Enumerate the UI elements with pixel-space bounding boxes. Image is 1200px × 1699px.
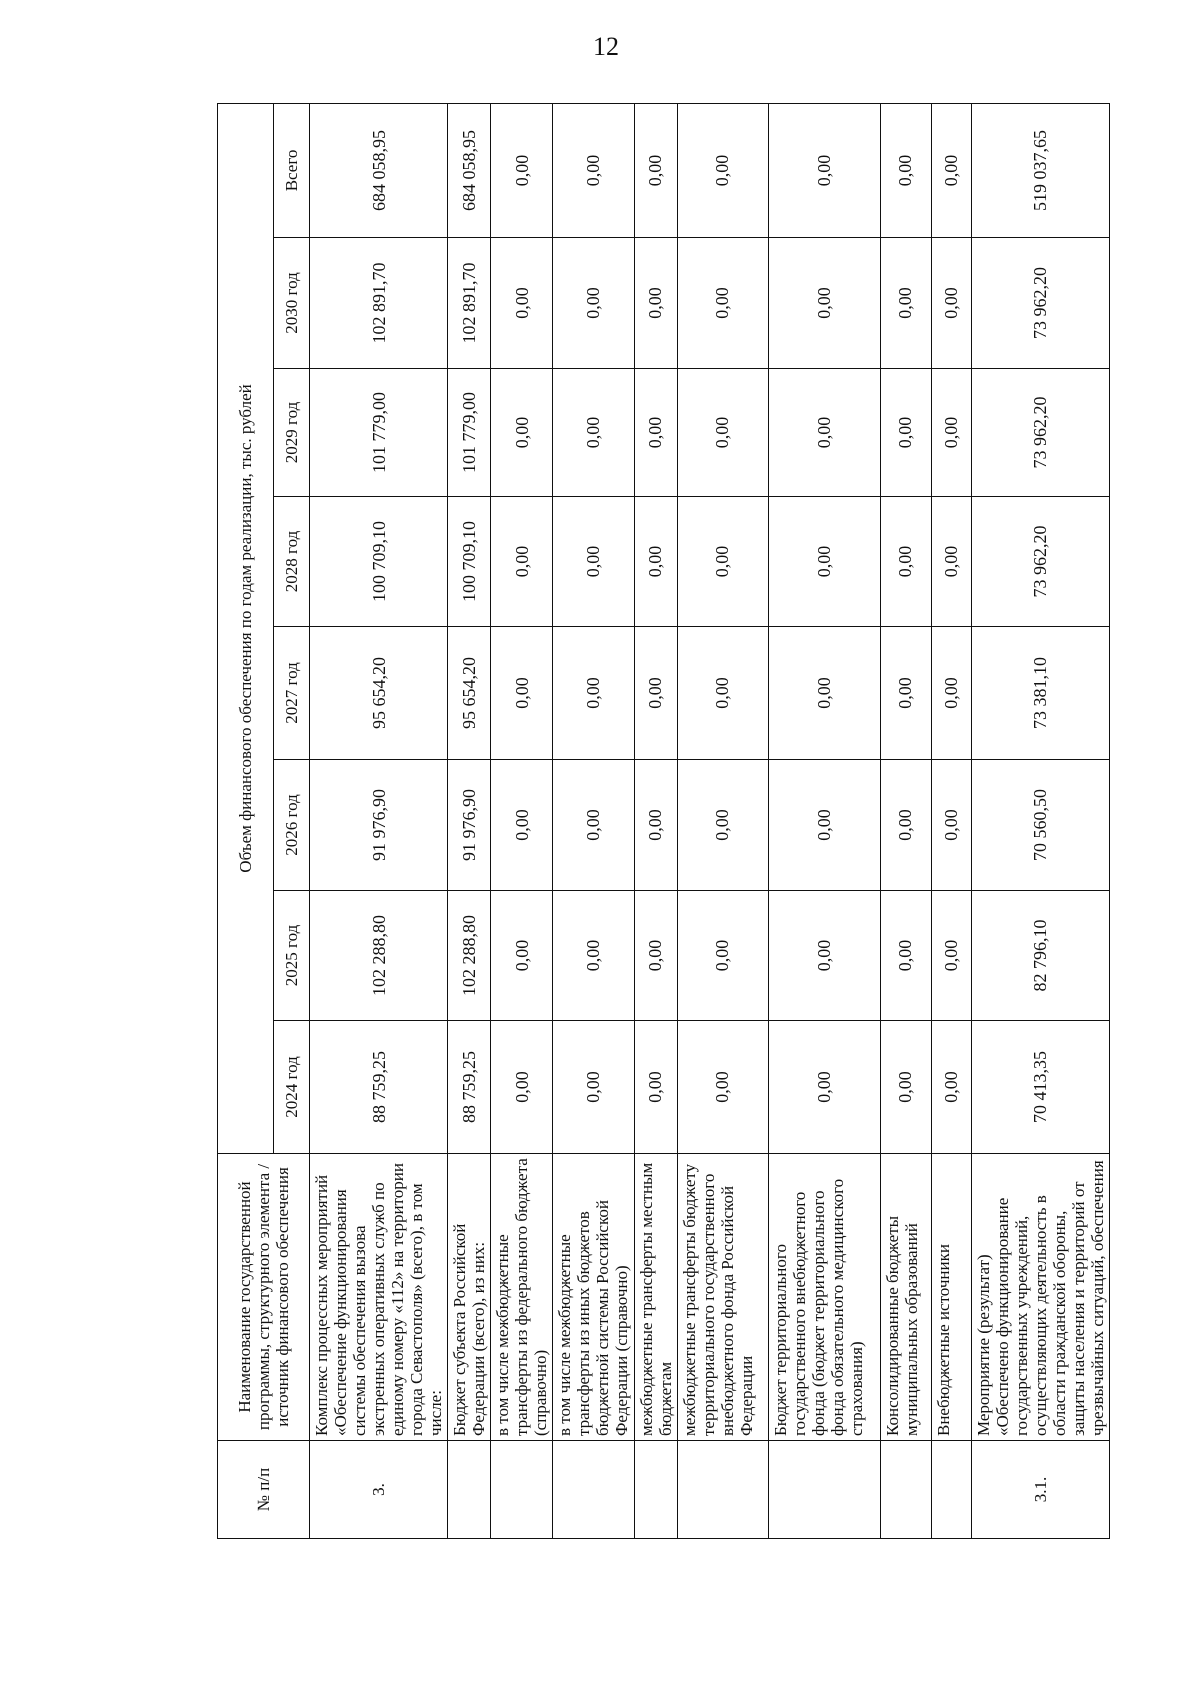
row-value: 91 976,90	[310, 760, 448, 891]
row-value: 102 288,80	[310, 891, 448, 1021]
row-total: 0,00	[880, 103, 931, 237]
row-value: 73 381,10	[971, 627, 1109, 760]
row-value: 0,00	[768, 369, 880, 497]
row-value: 101 779,00	[310, 369, 448, 497]
row-value: 95 654,20	[310, 627, 448, 760]
header-year: 2028 год	[274, 497, 310, 627]
row-value: 0,00	[634, 760, 677, 891]
row-value: 91 976,90	[448, 760, 491, 891]
row-value: 0,00	[768, 760, 880, 891]
header-year: 2027 год	[274, 627, 310, 760]
row-index	[677, 1441, 768, 1539]
row-value: 0,00	[553, 497, 634, 627]
table-row	[971, 103, 1109, 1538]
row-value: 0,00	[880, 627, 931, 760]
row-value: 0,00	[677, 497, 768, 627]
row-value: 102 891,70	[310, 238, 448, 369]
row-value: 0,00	[491, 369, 553, 497]
row-total: 684 058,95	[448, 103, 491, 237]
row-value: 88 759,25	[310, 1021, 448, 1154]
row-value: 0,00	[768, 1021, 880, 1154]
row-value: 0,00	[880, 238, 931, 369]
row-value: 0,00	[931, 369, 971, 497]
row-value: 0,00	[768, 497, 880, 627]
row-value: 0,00	[677, 369, 768, 497]
table-body	[310, 103, 1110, 1538]
row-value: 0,00	[768, 238, 880, 369]
row-value: 0,00	[931, 627, 971, 760]
rotated-table-container	[217, 104, 1107, 1539]
row-index	[931, 1441, 971, 1539]
row-value: 102 288,80	[448, 891, 491, 1021]
header-year: 2025 год	[274, 891, 310, 1021]
row-index	[880, 1441, 931, 1539]
table-row	[768, 103, 880, 1538]
table-row	[553, 103, 634, 1538]
row-value: 0,00	[553, 760, 634, 891]
row-value: 101 779,00	[448, 369, 491, 497]
header-volume: Объем финансового обеспечения по годам реализации, тыс. рублей	[218, 103, 274, 1153]
row-value: 100 709,10	[448, 497, 491, 627]
row-name: Бюджет субъекта Российской Федерации (всего), из них:	[448, 1154, 491, 1441]
row-value: 0,00	[931, 497, 971, 627]
row-value: 0,00	[880, 497, 931, 627]
financing-table	[217, 103, 1110, 1539]
row-name: Комплекс процессных мероприятий «Обеспечение функционирования системы обеспечения вызова экстренных оперативных служб по единому номеру «112» на территории города Севастополя» (всего), в том числе:	[310, 1154, 448, 1441]
row-total: 0,00	[931, 103, 971, 237]
row-value: 0,00	[677, 238, 768, 369]
row-total: 0,00	[768, 103, 880, 237]
row-value: 0,00	[491, 497, 553, 627]
row-value: 102 891,70	[448, 238, 491, 369]
row-value: 0,00	[634, 891, 677, 1021]
row-value: 0,00	[634, 497, 677, 627]
row-value: 0,00	[634, 238, 677, 369]
row-index	[553, 1441, 634, 1539]
row-value: 0,00	[768, 627, 880, 760]
row-value: 0,00	[880, 891, 931, 1021]
table-row	[880, 103, 931, 1538]
row-value: 0,00	[553, 891, 634, 1021]
row-total: 684 058,95	[310, 103, 448, 237]
header-index: № п/п	[218, 1441, 310, 1539]
row-value: 70 560,50	[971, 760, 1109, 891]
row-name: Консолидированные бюджеты муниципальных образований	[880, 1154, 931, 1441]
table-row	[931, 103, 971, 1538]
row-value: 0,00	[677, 891, 768, 1021]
row-index: 3.	[310, 1441, 448, 1539]
row-value: 73 962,20	[971, 497, 1109, 627]
row-total: 0,00	[491, 103, 553, 237]
row-value: 73 962,20	[971, 238, 1109, 369]
row-value: 0,00	[634, 1021, 677, 1154]
row-index: 3.1.	[971, 1441, 1109, 1539]
row-index	[634, 1441, 677, 1539]
row-index	[448, 1441, 491, 1539]
row-total: 0,00	[553, 103, 634, 237]
row-value: 0,00	[634, 369, 677, 497]
row-value: 0,00	[931, 1021, 971, 1154]
page-number: 12	[593, 32, 619, 61]
row-name: Бюджет территориального государственного внебюджетного фонда (бюджет территориального фонда обязательного медицинского страхования)	[768, 1154, 880, 1441]
row-value: 73 962,20	[971, 369, 1109, 497]
row-value: 0,00	[491, 1021, 553, 1154]
row-value: 0,00	[677, 1021, 768, 1154]
table-row	[310, 103, 448, 1538]
row-value: 0,00	[553, 369, 634, 497]
row-name: межбюджетные трансферты бюджету территориального государственного внебюджетного фонда Российской Федерации	[677, 1154, 768, 1441]
table-row	[634, 103, 677, 1538]
row-value: 100 709,10	[310, 497, 448, 627]
row-value: 0,00	[553, 1021, 634, 1154]
row-name: в том числе межбюджетные трансферты из федерального бюджета (справочно)	[491, 1154, 553, 1441]
row-name: в том числе межбюджетные трансферты из иных бюджетов бюджетной системы Российской Федерации (справочно)	[553, 1154, 634, 1441]
table-row	[448, 103, 491, 1538]
header-name: Наименование государственной программы, структурного элемента / источник финансового обеспечения	[218, 1154, 310, 1441]
row-value: 82 796,10	[971, 891, 1109, 1021]
table-row	[677, 103, 768, 1538]
row-value: 0,00	[768, 891, 880, 1021]
header-year: 2026 год	[274, 760, 310, 891]
row-value: 0,00	[634, 627, 677, 760]
row-name: межбюджетные трансферты местным бюджетам	[634, 1154, 677, 1441]
row-total: 0,00	[634, 103, 677, 237]
row-value: 95 654,20	[448, 627, 491, 760]
row-value: 0,00	[880, 760, 931, 891]
header-total: Всего	[274, 103, 310, 237]
row-value: 0,00	[553, 627, 634, 760]
header-year: 2024 год	[274, 1021, 310, 1154]
row-value: 0,00	[931, 238, 971, 369]
header-year: 2030 год	[274, 238, 310, 369]
row-name: Мероприятие (результат) «Обеспечено функционирование государственных учреждений, осуществляющих деятельность в области гражданской обороны, защиты населения и территорий от чрезвычайных ситуаций, обеспечения	[971, 1154, 1109, 1441]
row-value: 0,00	[491, 238, 553, 369]
row-value: 0,00	[880, 369, 931, 497]
row-value: 0,00	[491, 891, 553, 1021]
table-row	[491, 103, 553, 1538]
row-value: 0,00	[491, 760, 553, 891]
row-value: 0,00	[677, 627, 768, 760]
row-value: 0,00	[931, 760, 971, 891]
row-total: 0,00	[677, 103, 768, 237]
row-name: Внебюджетные источники	[931, 1154, 971, 1441]
row-value: 0,00	[677, 760, 768, 891]
row-value: 0,00	[553, 238, 634, 369]
row-index	[491, 1441, 553, 1539]
row-value: 0,00	[491, 627, 553, 760]
row-total: 519 037,65	[971, 103, 1109, 237]
row-value: 0,00	[931, 891, 971, 1021]
row-index	[768, 1441, 880, 1539]
row-value: 70 413,35	[971, 1021, 1109, 1154]
row-value: 0,00	[880, 1021, 931, 1154]
row-value: 88 759,25	[448, 1021, 491, 1154]
header-year: 2029 год	[274, 369, 310, 497]
